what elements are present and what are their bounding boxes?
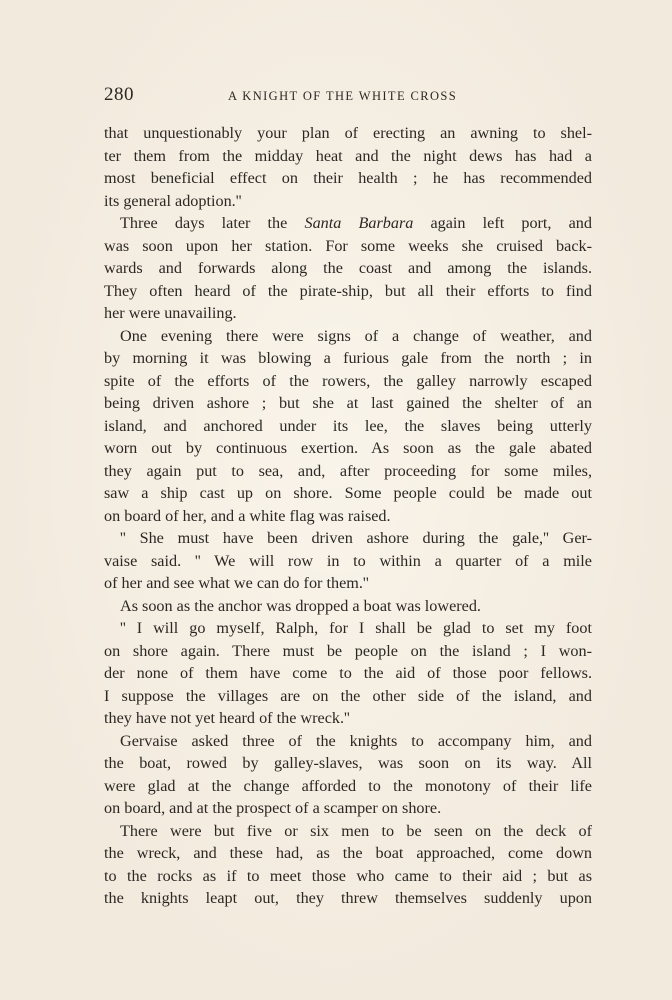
text-line: worn out by continuous exertion. As soon as the gale abated xyxy=(104,439,592,457)
text-line: They often heard of the pirate-ship, but all their efforts to find xyxy=(104,281,592,300)
text-line: I suppose the villages are on the other side of the island, and xyxy=(104,686,592,705)
text-line: island, and anchored under its lee, the slaves being utterly xyxy=(104,416,592,435)
text-line: der none of them have come to the aid of those poor fellows. xyxy=(104,664,592,682)
text-line: One evening there were signs of a change of weather, and xyxy=(120,326,592,345)
text-line: As soon as the anchor was dropped a boat was lowered. xyxy=(120,596,481,615)
text-line: '' I will go myself, Ralph, for I shall be glad to set my foot xyxy=(120,619,592,637)
text-line: wards and forwards along the coast and among the islands. xyxy=(104,259,592,277)
text-line: the boat, rowed by galley-slaves, was soon on its way. All xyxy=(104,754,592,772)
text-fragment: again left port, and xyxy=(413,214,592,232)
text-line: they again put to sea, and, after proceeding for some miles, xyxy=(104,461,592,480)
text-line: her were unavailing. xyxy=(104,304,237,322)
text-line: that unquestionably your plan of erecting an awning to shel- xyxy=(104,124,592,142)
body-text xyxy=(104,122,592,910)
running-title: A KNIGHT OF THE WHITE CROSS xyxy=(228,89,458,103)
ship-name: Santa Barbara xyxy=(304,214,414,232)
text-line: most beneficial effect on their health ; he has recommended xyxy=(104,169,592,187)
page-number: 280 xyxy=(104,84,134,105)
page-header xyxy=(104,84,594,114)
text-line: vaise said. '' We will row in to within a quarter of a mile xyxy=(104,551,592,570)
text-line: Gervaise asked three of the knights to accompany him, and xyxy=(120,731,592,750)
text-line: the knights leapt out, they threw themselves suddenly upon xyxy=(104,889,592,907)
text-line: was soon upon her station. For some weeks she cruised back- xyxy=(104,236,592,255)
text-line: on board, and at the prospect of a scamper on shore. xyxy=(104,799,442,817)
text-line: saw a ship cast up on shore. Some people could be made out xyxy=(104,484,592,502)
text-line: ter them from the midday heat and the night dews has had a xyxy=(104,146,592,165)
text-line: on shore again. There must be people on the island ; I won- xyxy=(104,641,592,660)
text-line: its general adoption.'' xyxy=(104,191,242,210)
text-line: they have not yet heard of the wreck.'' xyxy=(104,709,350,727)
text-line: the wreck, and these had, as the boat approached, come down xyxy=(104,844,592,862)
text-line: to the rocks as if to meet those who came to their aid ; but as xyxy=(104,866,592,885)
text-line: were glad at the change afforded to the monotony of their life xyxy=(104,776,592,795)
text-fragment: Three days later the xyxy=(120,214,305,232)
text-line: of her and see what we can do for them.'' xyxy=(104,574,369,592)
text-line: on board of her, and a white flag was raised. xyxy=(104,506,391,525)
text-line: spite of the efforts of the rowers, the galley narrowly escaped xyxy=(104,371,592,390)
text-line: '' She must have been driven ashore during the gale,'' Ger- xyxy=(120,529,592,547)
text-line xyxy=(104,212,592,235)
text-line: by morning it was blowing a furious gale from the north ; in xyxy=(104,349,592,367)
text-line: being driven ashore ; but she at last gained the shelter of an xyxy=(104,394,592,412)
text-line: There were but five or six men to be seen on the deck of xyxy=(120,821,592,840)
